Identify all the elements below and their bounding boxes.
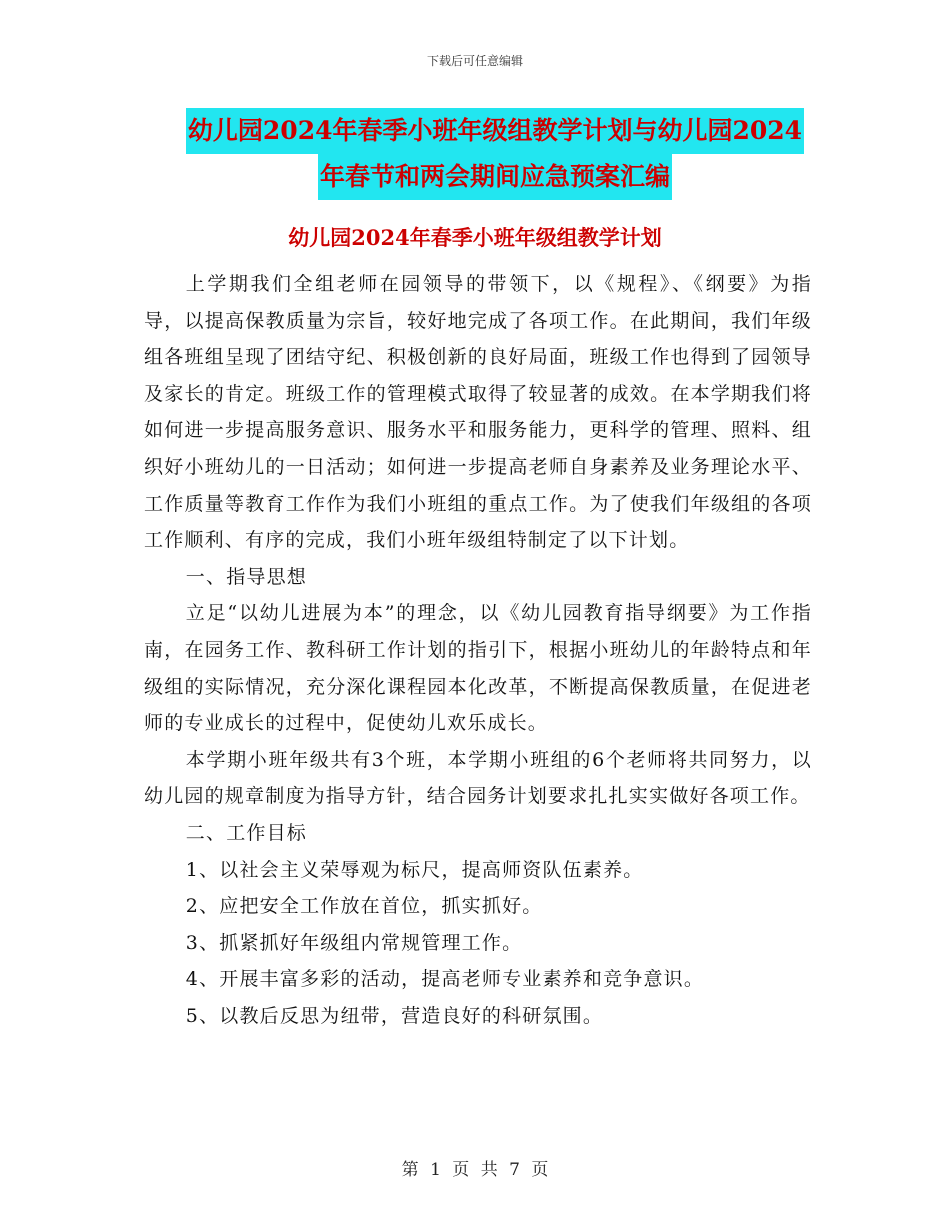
page-number-footer: 第 1 页 共 7 页 [401, 1160, 549, 1180]
document-title-line-2: 年春节和两会期间应急预案汇编 [318, 154, 672, 200]
document-body [144, 266, 812, 1034]
document-title-line-1: 幼儿园2024年春季小班年级组教学计划与幼儿园2024 [186, 108, 804, 154]
goal-item-3: 3、抓紧抓好年级组内常规管理工作。 [185, 931, 523, 954]
goal-item-4: 4、开展丰富多彩的活动，提高老师专业素养和竞争意识。 [185, 968, 705, 991]
class-info-paragraph: 本学期小班年级共有3个班，本学期小班组的6个老师将共同努力，以幼儿园的规章制度为指导方针，结合园务计划要求扎扎实实做好各项工作。 [144, 748, 812, 808]
goal-item-2: 2、应把安全工作放在首位，抓实抓好。 [185, 895, 543, 918]
intro-paragraph: 上学期我们全组老师在园领导的带领下，以《规程》、《纲要》为指导，以提高保教质量为宗旨，较好地完成了各项工作。在此期间，我们年级组各班组呈现了团结守纪、积极创新的良好局面，班级工作也得到了园领导及家长的肯定。班级工作的管理模式取得了较显著的成效。在本学期我们将如何进一步提高服务意识、服务水平和服务能力，更科学的管理、照料、组织好小班幼儿的一日活动；如何进一步提高老师自身素养及业务理论水平、工作质量等教育工作作为我们小班组的重点工作。为了使我们年级组的各项工作顺利、有序的完成，我们小班年级组特制定了以下计划。 [144, 273, 812, 552]
subheading-work-goals: 二、工作目标 [185, 821, 307, 844]
section-heading: 幼儿园2024年春季小班年级组教学计划 [288, 225, 662, 250]
document-title [150, 108, 840, 200]
goal-item-1: 1、以社会主义荣辱观为标尺，提高师资队伍素养。 [185, 858, 644, 881]
goal-item-5: 5、以教后反思为纽带，营造良好的科研氛围。 [185, 1004, 604, 1027]
subheading-guiding-ideology: 一、指导思想 [185, 565, 307, 588]
page-header-note: 下载后可任意编辑 [426, 54, 523, 68]
guiding-ideology-paragraph: 立足“以幼儿进展为本”的理念，以《幼儿园教育指导纲要》为工作指南，在园务工作、教科研工作计划的指引下，根据小班幼儿的年龄特点和年级组的实际情况，充分深化课程园本化改革，不断提高保教质量，在促进老师的专业成长的过程中，促使幼儿欢乐成长。 [144, 602, 812, 735]
